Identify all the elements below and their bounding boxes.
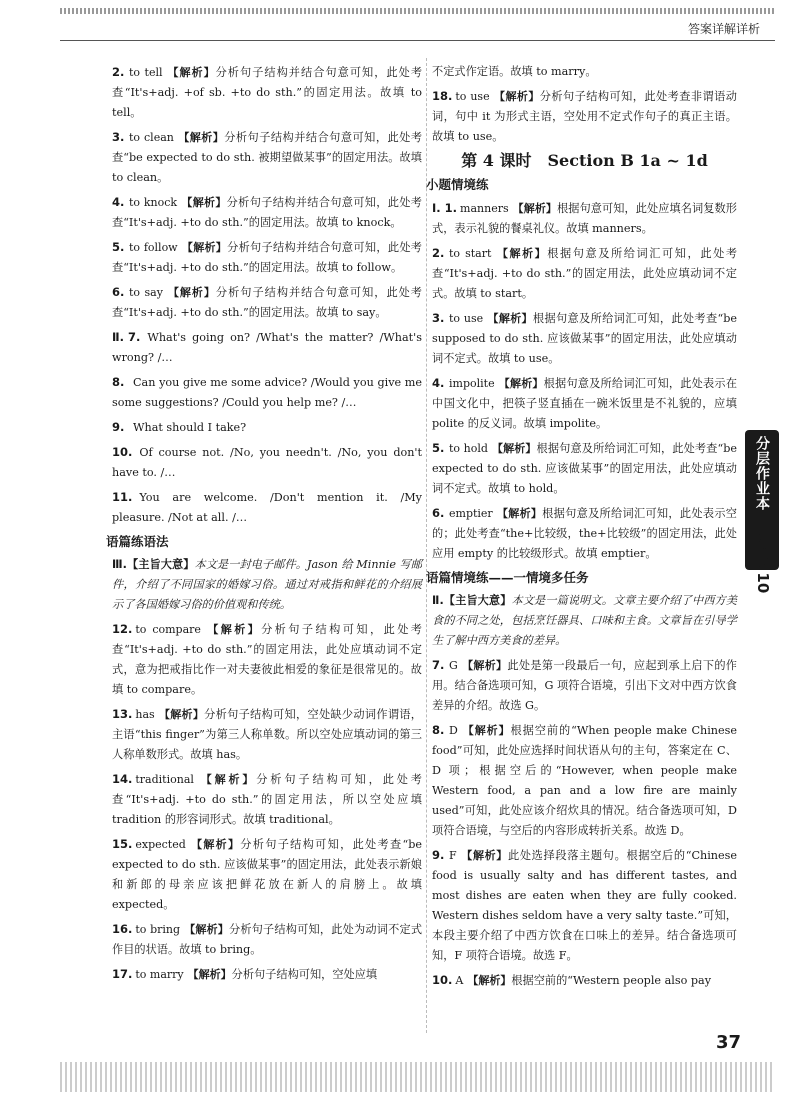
analysis-tag: 【解析】 — [460, 849, 508, 862]
answer-item — [432, 438, 737, 499]
item-explanation: Of course not. /No, you needn't. /No, you don't have to. /… — [112, 446, 422, 479]
item-answer: to clean — [129, 131, 174, 144]
right-column — [426, 62, 738, 995]
analysis-tag: 【解析】 — [496, 507, 543, 520]
analysis-tag: 【解析】 — [498, 377, 544, 390]
answer-item — [112, 372, 422, 413]
summary-tag: Ⅲ.【主旨大意】 — [112, 558, 195, 571]
answer-item — [112, 417, 422, 438]
analysis-tag: 【解析】 — [166, 66, 216, 79]
answer-item — [112, 237, 422, 278]
analysis-tag: 【解析】 — [158, 708, 205, 721]
item-answer: G — [449, 659, 458, 672]
answer-item — [112, 964, 422, 985]
item-number: 2. — [432, 246, 445, 260]
item-answer: to use — [455, 90, 490, 103]
analysis-tag: 【解析】 — [187, 968, 232, 981]
item-number: 11. — [112, 490, 133, 504]
item-number: Ⅰ. 1. — [432, 201, 458, 215]
item-explanation: 此处选择段落主题句。根据空后的“Chinese food is usually salty and has different tastes, and most dishes are eaten when they are fully cooked. Western dishes seldom have a very salty taste.”可知，本段主要介绍了中西方饮食在口味上的差异。结合备选项可知，F 项符合语境。故选 F。 — [432, 849, 737, 962]
item-explanation: Can you give me some advice? /Would you give me some suggestions? /Could you help me? /… — [112, 376, 422, 409]
analysis-tag: 【解析】 — [197, 773, 257, 786]
item-answer: expected — [135, 838, 186, 851]
analysis-tag: 【解析】 — [166, 286, 216, 299]
item-answer: to tell — [129, 66, 163, 79]
item-explanation: 根据空前的“Western people also pay — [511, 974, 712, 987]
item-explanation: 根据句意及所给词汇可知，此处考查“be expected to do sth. 应该做某事”的固定用法，此处应填动词不定式。故填 to hold。 — [432, 442, 737, 495]
item-number: 6. — [112, 285, 125, 299]
answer-item — [112, 62, 422, 123]
answer-item — [112, 327, 422, 368]
top-decorative-strip — [60, 8, 775, 14]
item-explanation: 分析句子结构可知，此处考查“be expected to do sth. 应该做某事”的固定用法，此处表示新娘和新郎的母亲应该把鲜花放在新人的肩膀上。故填 expected。 — [112, 838, 422, 911]
answer-item — [112, 282, 422, 323]
section-title-situational: 小题情境练 — [426, 177, 489, 192]
analysis-tag: 【解析】 — [493, 90, 540, 103]
analysis-tag: 【解析】 — [204, 623, 262, 636]
item-number: 7. — [432, 658, 445, 672]
item-number: 5. — [112, 240, 125, 254]
item-explanation: 分析句子结构并结合句意可知，此处考查“It's+adj. +to do sth.”的固定用法。故填 to say。 — [112, 286, 422, 319]
item-number: 9. — [432, 848, 445, 862]
item-answer: to start — [449, 247, 492, 260]
analysis-tag: 【解析】 — [512, 202, 557, 215]
item-number: 8. — [432, 723, 445, 737]
header-divider — [60, 40, 775, 41]
item-answer: emptier — [449, 507, 493, 520]
item-answer: traditional — [135, 773, 194, 786]
answer-item — [432, 970, 737, 991]
item-explanation: 分析句子结构可知，此处为动词不定式作目的状语。故填 to bring。 — [112, 923, 423, 956]
item-explanation: 根据句意及所给词汇可知，此处表示空的；此处考查“the+比较级，the+比较级”的固定用法，此处应用 empty 的比较级形式。故填 emptier。 — [432, 507, 737, 560]
item-explanation: 分析句子结构可知，此处考查非谓语动词，句中 it 为形式主语，空处用不定式作句子的真正主语。故填 to use。 — [432, 90, 737, 143]
answer-item — [112, 704, 422, 765]
answer-item — [112, 192, 422, 233]
item-explanation: What's going on? /What's the matter? /What's wrong? /… — [112, 331, 422, 364]
item-number: 14. — [112, 772, 133, 786]
item-number: 3. — [112, 130, 125, 144]
item-explanation: You are welcome. /Don't mention it. /My pleasure. /Not at all. /… — [112, 491, 422, 524]
answer-item — [432, 655, 737, 716]
summary-paragraph-3 — [112, 555, 422, 615]
item-number: 3. — [432, 311, 445, 325]
answer-item — [112, 769, 422, 830]
analysis-tag: 【解析】 — [487, 312, 533, 325]
answer-item — [432, 308, 737, 369]
item-answer: D — [449, 724, 458, 737]
item-number: 8. — [112, 375, 125, 389]
continued-answer: 不定式作定语。故填 to marry。 — [432, 65, 597, 78]
item-answer: impolite — [449, 377, 495, 390]
item-number: 5. — [432, 441, 445, 455]
item-answer: to bring — [135, 923, 181, 936]
item-number: 4. — [112, 195, 125, 209]
page-number: 37 — [716, 1032, 742, 1053]
answer-item — [432, 503, 737, 564]
item-explanation: 分析句子结构可知，此处考查“It's+adj. +to do sth.”的固定用法，此处应填动词不定式，意为把戒指比作一对夫妻彼此相爱的象征是很常见的。故填 to compare。 — [112, 623, 422, 696]
item-number: 13. — [112, 707, 133, 721]
section-title-discourse: 语篇情境练——一情境多任务 — [426, 570, 589, 585]
analysis-tag: 【解析】 — [467, 974, 512, 987]
item-explanation: 分析句子结构并结合句意可知，此处考查“be expected to do sth. 被期望做某事”的固定用法。故填 to clean。 — [112, 131, 423, 184]
item-answer: F — [449, 849, 457, 862]
analysis-tag: 【解析】 — [184, 923, 229, 936]
lesson-title: 第 4 课时 Section B 1a ~ 1d — [461, 151, 708, 170]
analysis-tag: 【解析】 — [177, 131, 225, 144]
item-number: Ⅱ. 7. — [112, 330, 141, 344]
item-explanation: 根据句意可知，此处应填名词复数形式，表示礼貌的餐桌礼仪。故填 manners。 — [432, 202, 737, 235]
item-number: 6. — [432, 506, 445, 520]
analysis-tag: 【解析】 — [491, 442, 537, 455]
item-number: 12. — [112, 622, 133, 636]
item-number: 18. — [432, 89, 453, 103]
item-answer: A — [455, 974, 464, 987]
item-number: 4. — [432, 376, 445, 390]
left-column — [106, 62, 423, 989]
item-answer: has — [135, 708, 155, 721]
item-answer: to compare — [135, 623, 201, 636]
side-tab-label: 分层作业本 — [754, 436, 770, 511]
item-explanation: 分析句子结构可知，空处应填 — [231, 968, 378, 981]
analysis-tag: 【解析】 — [189, 838, 241, 851]
answer-item — [112, 487, 422, 528]
analysis-tag: 【解析】 — [495, 247, 548, 260]
item-explanation: 分析句子结构并结合句意可知，此处考查“It's+adj. +of sb. +to do sth.”的固定用法。故填 to tell。 — [112, 66, 423, 119]
answer-item — [432, 373, 737, 434]
item-number: 10. — [112, 445, 133, 459]
analysis-tag: 【解析】 — [181, 241, 228, 254]
item-answer: to say — [129, 286, 163, 299]
bottom-decorative-strip — [60, 1062, 775, 1092]
item-explanation: 分析句子结构并结合句意可知，此处考查“It's+adj. +to do sth.”的固定用法。故填 to follow。 — [112, 241, 422, 274]
item-answer: to hold — [449, 442, 488, 455]
item-answer: to knock — [129, 196, 178, 209]
item-number: 9. — [112, 420, 125, 434]
item-answer: manners — [460, 202, 509, 215]
answer-item — [112, 442, 422, 483]
section-title-grammar: 语篇练语法 — [106, 534, 169, 549]
analysis-tag: 【解析】 — [461, 659, 508, 672]
summary-tag: Ⅱ.【主旨大意】 — [432, 594, 512, 607]
item-number: 16. — [112, 922, 133, 936]
summary-text: 本文是一篇说明文。文章主要介绍了中西方美食的不同之处，包括烹饪器具、口味和主食。文章旨在引导学生了解中西方美食的差异。 — [432, 594, 737, 647]
item-explanation: 分析句子结构可知，此处考查“It's+adj. +to do sth.”的固定用法，所以空处应填 tradition 的形容词形式。故填 traditional。 — [112, 773, 422, 826]
item-answer: to follow — [129, 241, 178, 254]
answer-item — [432, 720, 737, 841]
summary-paragraph-2 — [432, 591, 737, 651]
item-number: 2. — [112, 65, 125, 79]
page-header-title: 答案详解详析 — [687, 22, 760, 36]
item-explanation: 根据句意及所给词汇可知，此处表示在中国文化中，把筷子竖直插在一碗米饭里是不礼貌的，应填 polite 的反义词。故填 impolite。 — [432, 377, 738, 430]
answer-item — [432, 243, 737, 304]
item-answer: to use — [449, 312, 484, 325]
item-number: 10. — [432, 973, 453, 987]
item-explanation: 根据句意及所给词汇可知，此处考查“It's+adj. +to do sth.”的固定用法，此处应填动词不定式。故填 to start。 — [432, 247, 738, 300]
analysis-tag: 【解析】 — [181, 196, 227, 209]
column-divider — [426, 58, 427, 1033]
item-number: 17. — [112, 967, 133, 981]
answer-item — [432, 845, 737, 966]
answer-item — [112, 127, 422, 188]
answer-item — [112, 619, 422, 700]
item-explanation: 分析句子结构并结合句意可知，此处考查“It's+adj. +to do sth.”的固定用法。故填 to knock。 — [112, 196, 422, 229]
item-explanation: 根据句意及所给词汇可知，此处考查“be supposed to do sth. 应该做某事”的固定用法，此处应填动词不定式。故填 to use。 — [432, 312, 738, 365]
item-explanation: 根据空前的“When people make Chinese food”可知，此处应选择时间状语从句的主句，答案定在 C、D 项；根据空后的“However, when people make Western food, a pan and a low fire are mainly used”可知，此处应该介绍炊具的情况。结合备选项可知，D 项符合语境，与空后的内容形成转折关系。故选 D。 — [432, 724, 737, 837]
item-explanation: 分析句子结构可知，空处缺少动词作谓语，主语“this finger”为第三人称单数。所以空处应填动词的第三人称单数形式。故填 has。 — [112, 708, 422, 761]
answer-item-18 — [432, 86, 737, 147]
answer-item — [112, 919, 422, 960]
item-number: 15. — [112, 837, 133, 851]
item-answer: to marry — [135, 968, 184, 981]
unit-label: Unit 10 — [754, 532, 772, 594]
answer-item — [112, 834, 422, 915]
summary-text: 本文是一封电子邮件。Jason 给 Minnie 写邮件，介绍了不同国家的婚嫁习俗。通过对戒指和鲜花的介绍展示了各国婚嫁习俗的价值观和传统。 — [112, 558, 423, 611]
item-explanation: 此处是第一段最后一句，应起到承上启下的作用。结合备选项可知，G 项符合语境，引出下文对中西方饮食差异的介绍。故选 G。 — [432, 659, 737, 712]
item-explanation: What should I take? — [133, 421, 247, 434]
answer-item — [432, 198, 737, 239]
analysis-tag: 【解析】 — [461, 724, 511, 737]
